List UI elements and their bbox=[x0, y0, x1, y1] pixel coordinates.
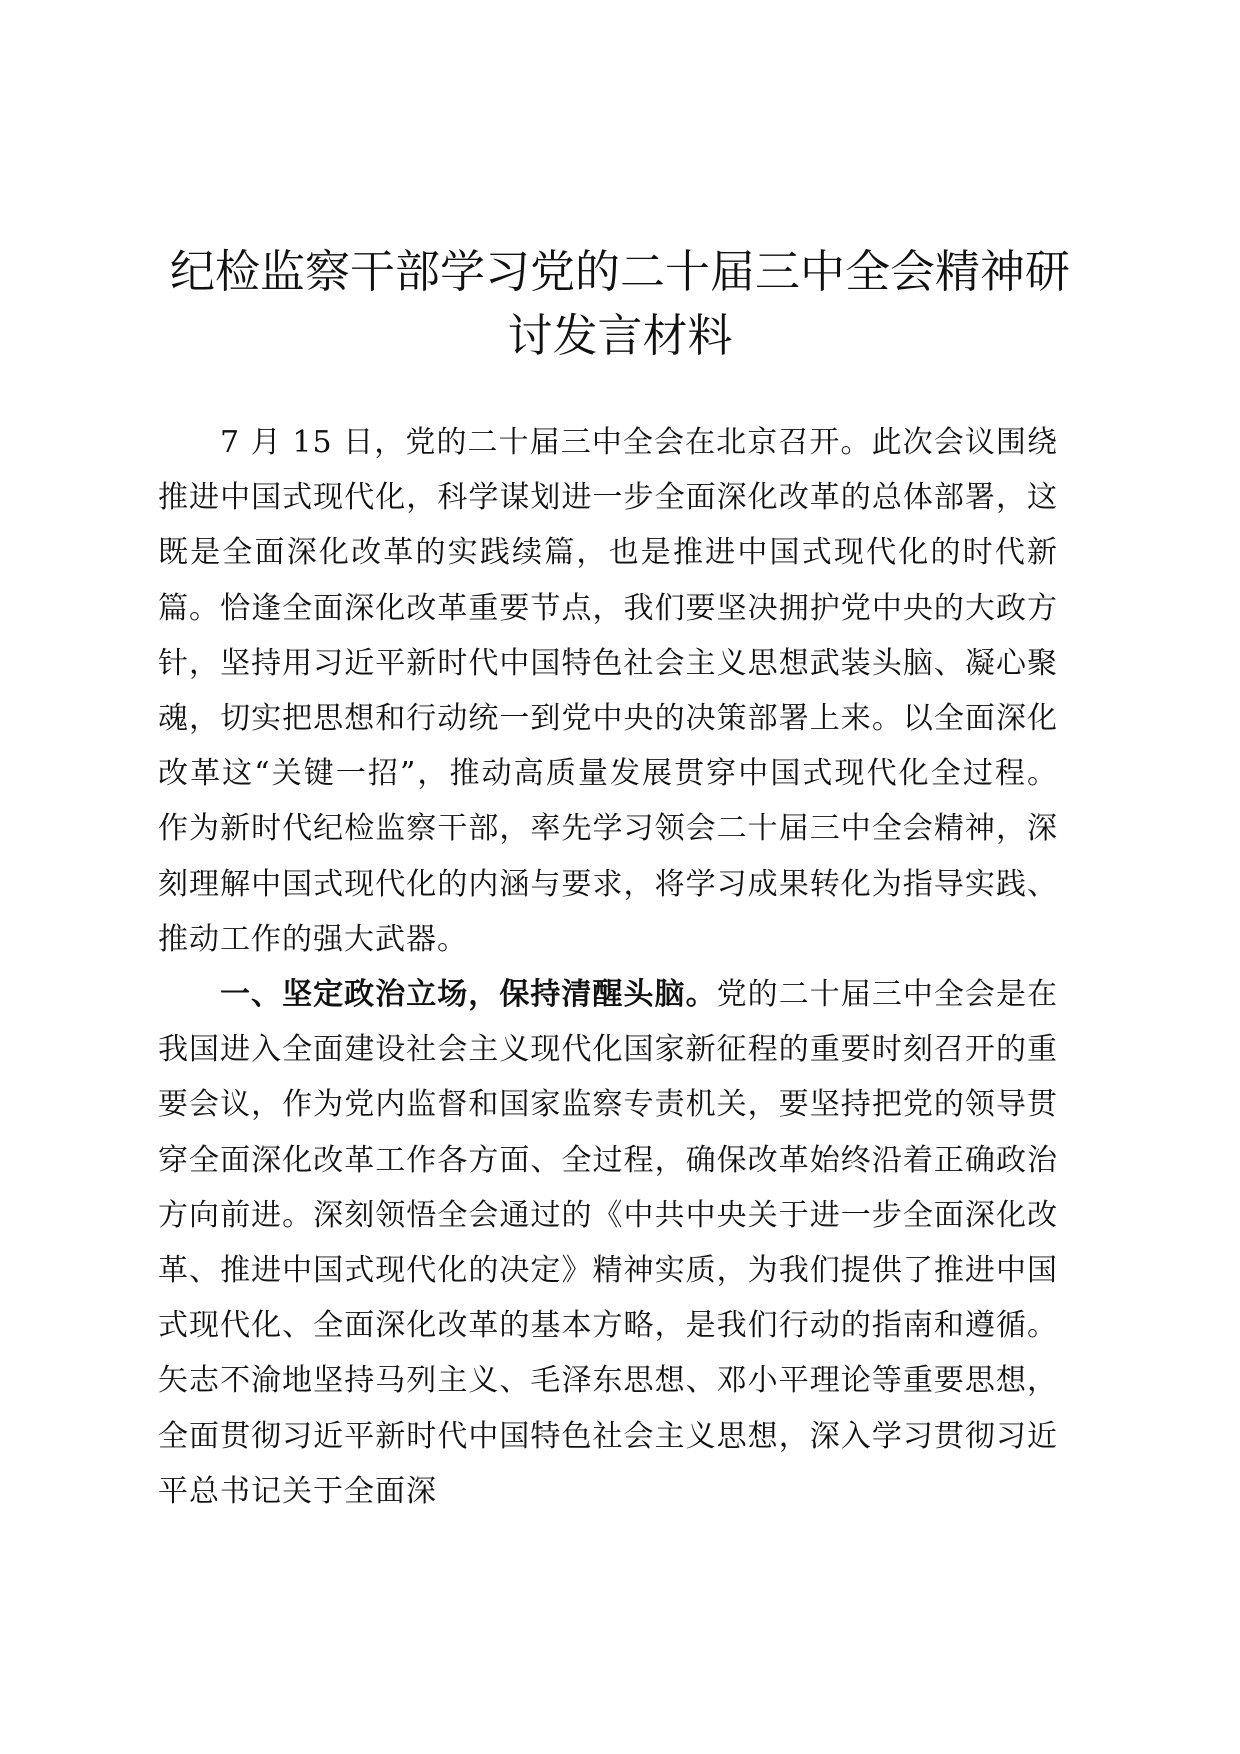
section-1-heading: 一、坚定政治立场，保持清醒头脑。 bbox=[220, 977, 717, 1013]
intro-paragraph: 7 月 15 日，党的二十届三中全会在北京召开。此次会议围绕推进中国式现代化，科学谋划进一步全面深化改革的总体部署，这既是全面深化改革的实践续篇，也是推进中国式现代化的时代新篇。恰逢全面深化改革重要节点，我们要坚决拥护党中央的大政方针，坚持用习近平新时代中国特色社会主义思想武装头脑、凝心聚魂，切实把思想和行动统一到党中央的决策部署上来。以全面深化改革这“关键一招”，推动高质量发展贯穿中国式现代化全过程。作为新时代纪检监察干部，率先学习领会二十届三中全会精神，深刻理解中国式现代化的内涵与要求，将学习成果转化为指导实践、推动工作的强大武器。 bbox=[158, 425, 1058, 957]
document-body bbox=[158, 415, 1058, 1519]
title-line-1: 纪检监察干部学习党的二十届三中全会精神研 bbox=[169, 245, 1070, 298]
title-line-2: 讨发言材料 bbox=[507, 309, 733, 362]
section-1-text: 党的二十届三中全会是在我国进入全面建设社会主义现代化国家新征程的重要时刻召开的重要会议，作为党内监督和国家监察专责机关，要坚持把党的领导贯穿全面深化改革工作各方面、全过程，确保改革始终沿着正确政治方向前进。深刻领悟全会通过的《中共中央关于进一步全面深化改革、推进中国式现代化的决定》精神实质，为我们提供了推进中国式现代化、全面深化改革的基本方略，是我们行动的指南和遵循。矢志不渝地坚持马列主义、毛泽东思想、邓小平理论等重要思想，全面贯彻习近平新时代中国特色社会主义思想，深入学习贯彻习近平总书记关于全面深 bbox=[158, 977, 1059, 1509]
section-1-paragraph bbox=[158, 967, 1058, 1519]
document-title bbox=[150, 240, 1090, 368]
